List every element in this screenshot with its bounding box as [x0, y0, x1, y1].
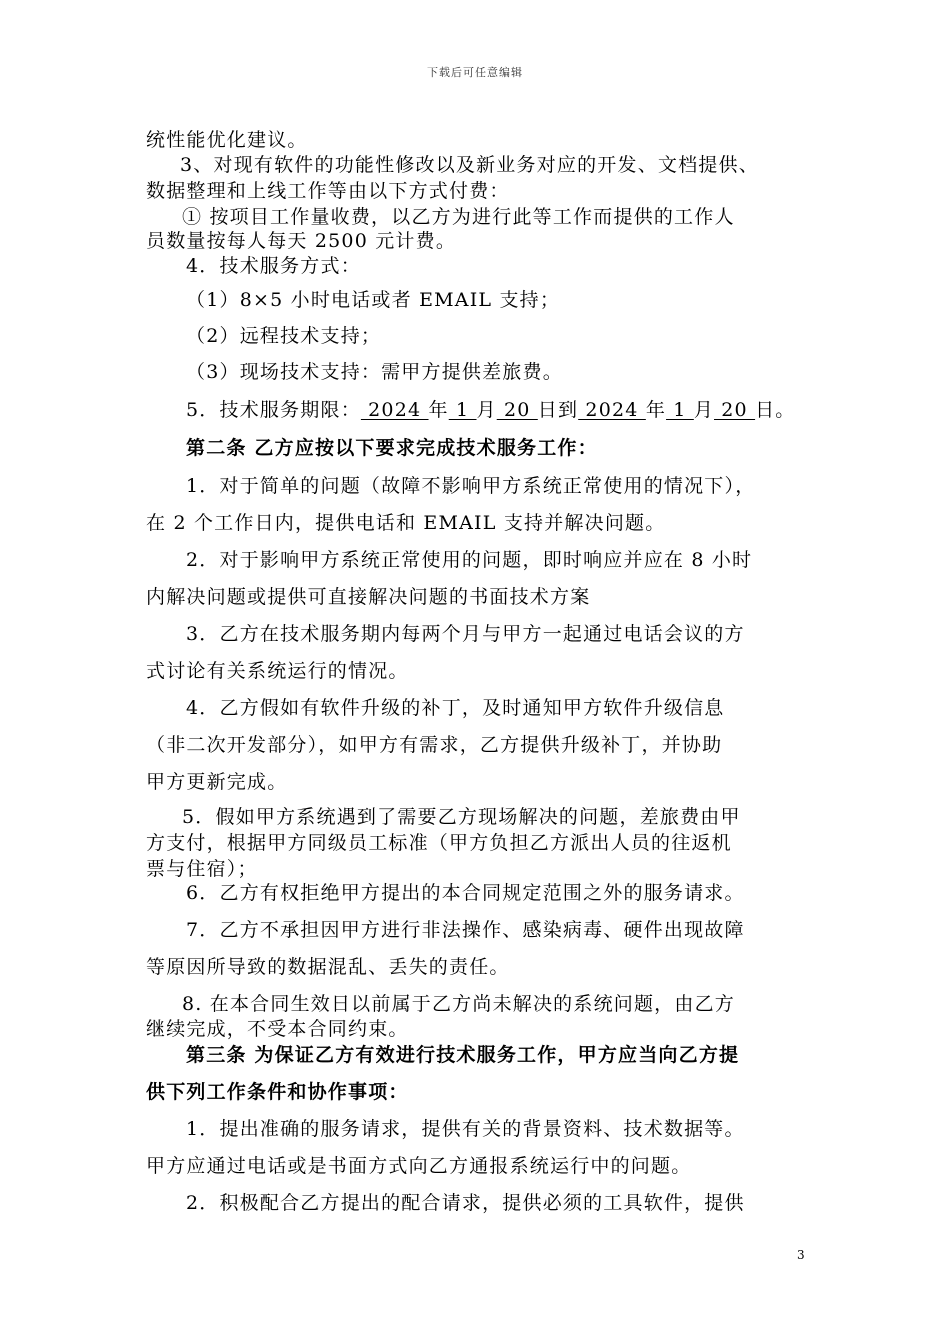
page-number: 3	[797, 1248, 805, 1262]
text-line: 2．对于影响甲方系统正常使用的问题，即时响应并应在 8 小时	[186, 549, 753, 571]
start-month: 1	[448, 399, 477, 421]
year-label: 年	[428, 399, 449, 421]
text-line: 员数量按每人每天 2500 元计费。	[146, 230, 457, 252]
text-line: 1．提出准确的服务请求，提供有关的背景资料、技术数据等。	[186, 1118, 745, 1140]
text-line: 1．对于简单的问题（故障不影响甲方系统正常使用的情况下），	[186, 475, 756, 497]
year-label: 年	[645, 399, 667, 421]
month-label: 月	[693, 399, 715, 421]
text-line: 5．假如甲方系统遇到了需要乙方现场解决的问题，差旅费由甲	[182, 806, 741, 828]
text-line: （非二次开发部分），如甲方有需求，乙方提供升级补丁，并协助	[146, 734, 723, 756]
text-line: 3．乙方在技术服务期内每两个月与甲方一起通过电话会议的方	[186, 623, 745, 645]
end-year: 2024	[578, 399, 646, 421]
text-line: 方支付，根据甲方同级员工标准（甲方负担乙方派出人员的往返机	[146, 832, 732, 854]
page-header: 下载后可任意编辑	[427, 66, 523, 79]
section-heading: 第二条 乙方应按以下要求完成技术服务工作：	[186, 437, 598, 459]
service-period-prefix: 5．技术服务期限：	[186, 399, 361, 421]
section-heading: 供下列工作条件和协作事项：	[146, 1081, 409, 1103]
text-line: 甲方应通过电话或是书面方式向乙方通报系统运行中的问题。	[146, 1155, 692, 1177]
service-period-line	[186, 398, 795, 422]
text-line: 式讨论有关系统运行的情况。	[146, 660, 409, 682]
start-day: 20	[496, 399, 538, 421]
text-line: 继续完成，不受本合同约束。	[146, 1018, 409, 1040]
text-line: 8. 在本合同生效日以前属于乙方尚未解决的系统问题，由乙方	[182, 993, 735, 1015]
text-line: （3）现场技术支持：需甲方提供差旅费。	[186, 361, 563, 383]
start-year: 2024	[360, 399, 429, 421]
text-line: 4．技术服务方式：	[186, 255, 361, 277]
text-line: 数据整理和上线工作等由以下方式付费：	[146, 180, 510, 202]
text-line: 在 2 个工作日内，提供电话和 EMAIL 支持并解决问题。	[146, 512, 666, 534]
text-line: 4．乙方假如有软件升级的补丁，及时通知甲方软件升级信息	[186, 697, 725, 719]
text-line: （2）远程技术支持；	[186, 325, 382, 347]
section-heading: 第三条 为保证乙方有效进行技术服务工作，甲方应当向乙方提	[186, 1044, 740, 1066]
end-day: 20	[714, 399, 756, 421]
day-to-label: 日到	[537, 399, 579, 421]
text-line: （1）8×5 小时电话或者 EMAIL 支持；	[186, 289, 561, 311]
end-month: 1	[666, 399, 694, 421]
month-label: 月	[476, 399, 497, 421]
text-line: 2．积极配合乙方提出的配合请求，提供必须的工具软件，提供	[186, 1192, 745, 1214]
text-line: 3、对现有软件的功能性修改以及新业务对应的开发、文档提供、	[180, 154, 759, 176]
text-line: 甲方更新完成。	[146, 771, 288, 793]
text-line: 6．乙方有权拒绝甲方提出的本合同规定范围之外的服务请求。	[186, 882, 745, 904]
text-line: 等原因所导致的数据混乱、丢失的责任。	[146, 956, 510, 978]
text-line: 统性能优化建议。	[146, 129, 308, 151]
text-line: 内解决问题或提供可直接解决问题的书面技术方案	[146, 586, 591, 608]
text-line: 票与住宿）；	[146, 858, 258, 880]
day-end-label: 日。	[755, 399, 796, 421]
text-line: 7．乙方不承担因甲方进行非法操作、感染病毒、硬件出现故障	[186, 919, 745, 941]
text-line: ① 按项目工作量收费，以乙方为进行此等工作而提供的工作人	[182, 206, 735, 228]
